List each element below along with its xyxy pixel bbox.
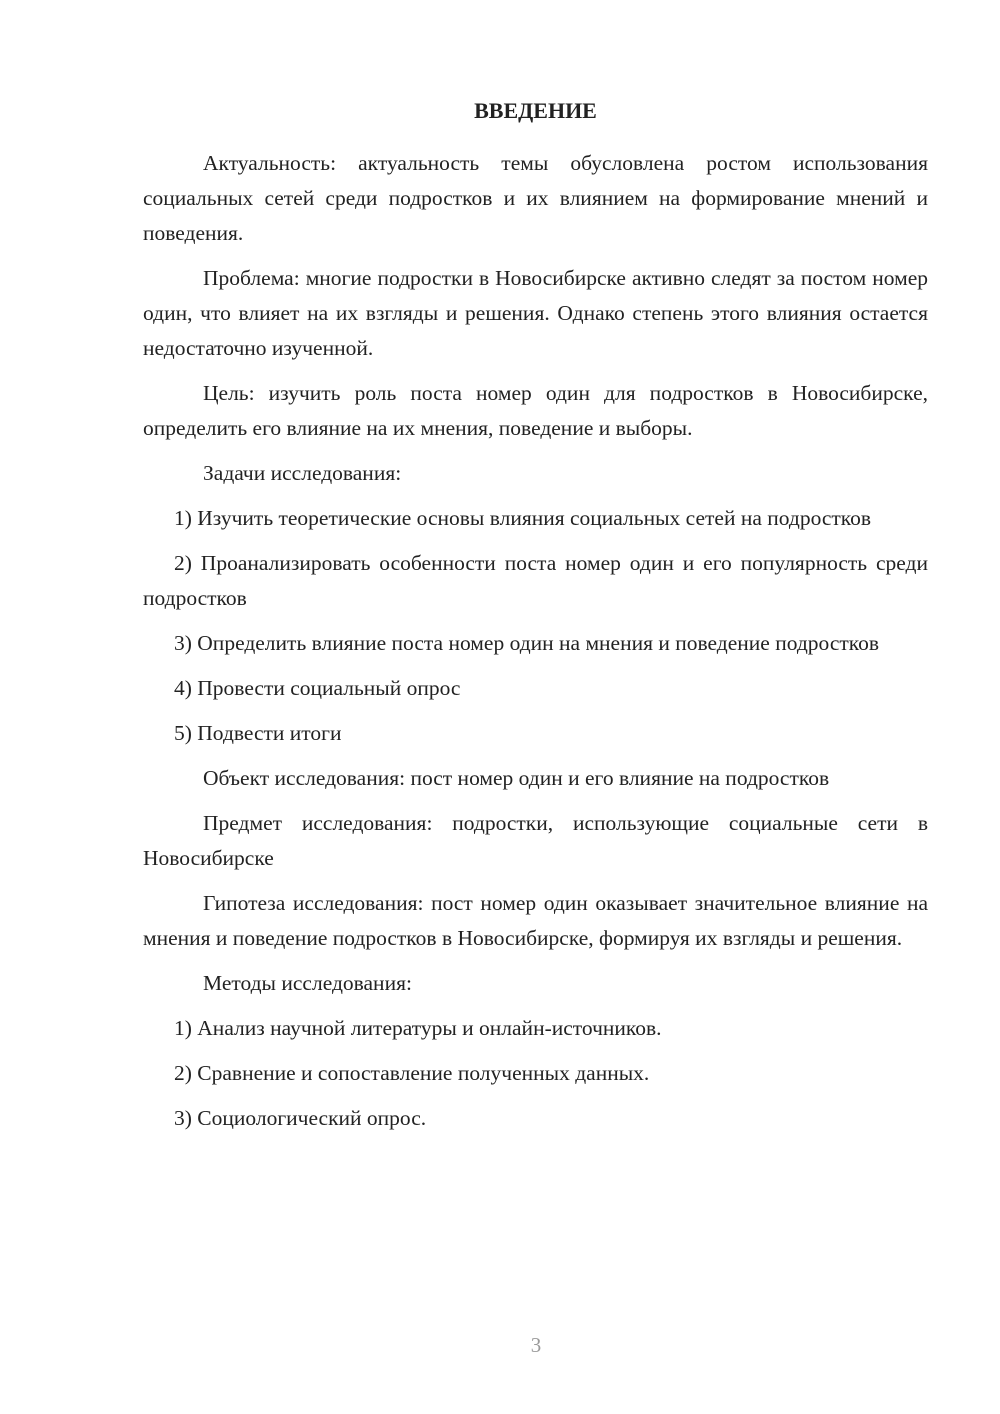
section-heading: ВВЕДЕНИЕ	[474, 98, 597, 123]
methods-label: Методы исследования:	[203, 971, 412, 995]
hypothesis-paragraph: Гипотеза исследования: пост номер один оказывает значительное влияние на мнения и поведение подростков в Новосибирске, формируя их взгляды и решения.	[143, 891, 928, 950]
object-paragraph: Объект исследования: пост номер один и его влияние на подростков	[203, 766, 830, 790]
method-item: 1) Анализ научной литературы и онлайн-источников.	[174, 1016, 662, 1040]
task-item: 3) Определить влияние поста номер один на мнения и поведение подростков	[174, 631, 880, 655]
task-item: 2) Проанализировать особенности поста номер один и его популярность среди подростков	[143, 551, 928, 610]
tasks-label: Задачи исследования:	[203, 461, 402, 485]
page-number: 3	[530, 1333, 542, 1357]
method-item: 3) Социологический опрос.	[174, 1106, 427, 1130]
task-item: 1) Изучить теоретические основы влияния социальных сетей на подростков	[174, 506, 872, 530]
method-item: 2) Сравнение и сопоставление полученных данных.	[174, 1061, 650, 1085]
task-item: 4) Провести социальный опрос	[174, 676, 461, 700]
goal-paragraph: Цель: изучить роль поста номер один для подростков в Новосибирске, определить его влияние на их мнения, поведение и выборы.	[143, 381, 928, 440]
page-content	[143, 96, 928, 1146]
subject-paragraph: Предмет исследования: подростки, использующие социальные сети в Новосибирске	[143, 811, 928, 870]
task-item: 5) Подвести итоги	[174, 721, 342, 745]
problem-paragraph: Проблема: многие подростки в Новосибирске активно следят за постом номер один, что влияет на их взгляды и решения. Однако степень этого влияния остается недостаточно изученной.	[143, 266, 928, 360]
relevance-paragraph: Актуальность: актуальность темы обусловлена ростом использования социальных сетей среди подростков и их влиянием на формирование мнений и поведения.	[143, 151, 928, 245]
